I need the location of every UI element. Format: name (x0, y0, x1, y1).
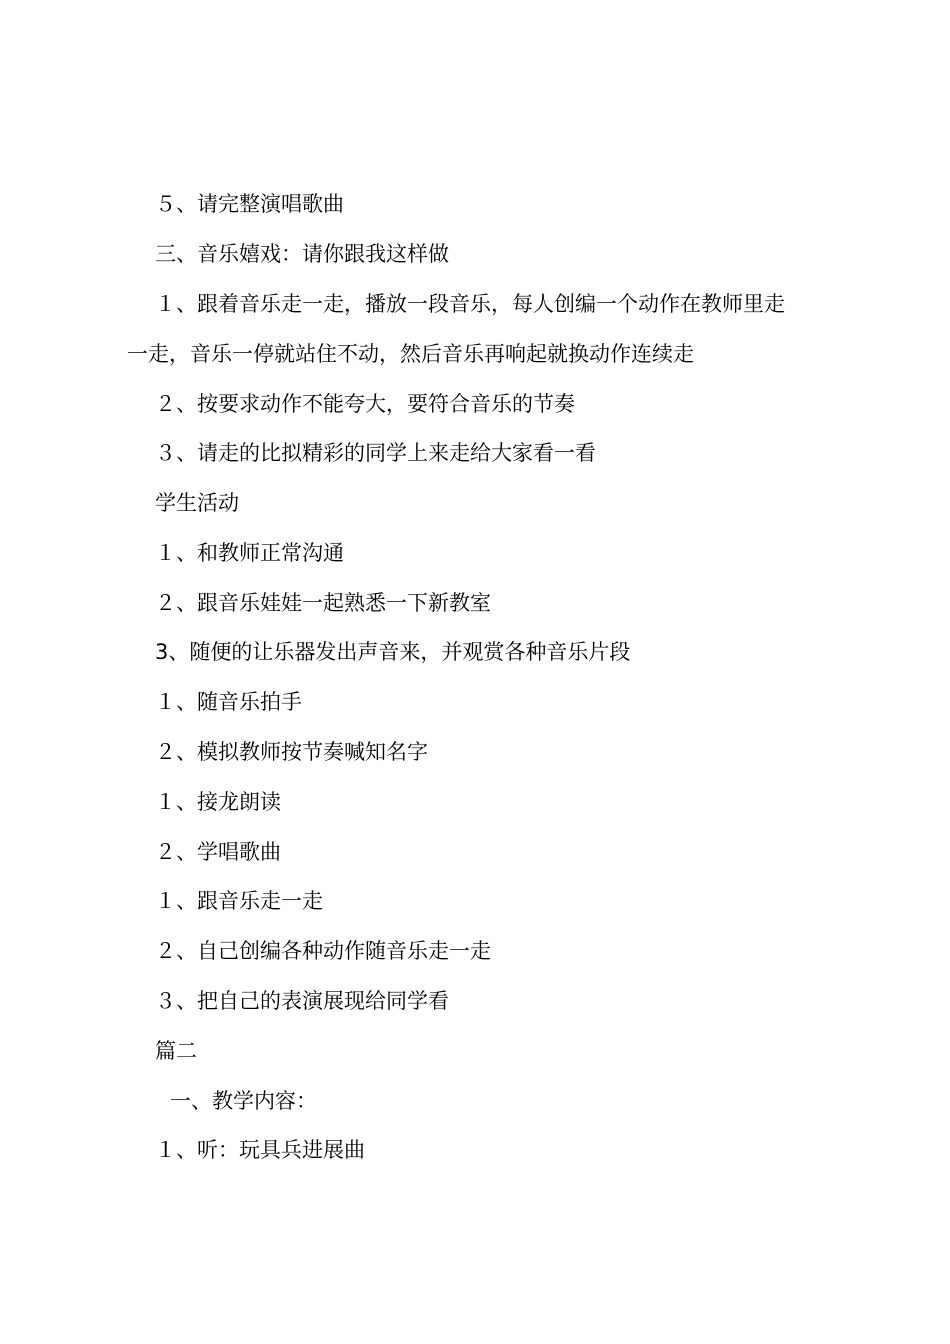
text-line: ２、学唱歌曲 (155, 840, 281, 864)
text-line: １、跟音乐走一走 (155, 889, 323, 913)
text-line: ３、请走的比拟精彩的同学上来走给大家看一看 (155, 441, 596, 465)
text-line: １、听：玩具兵进展曲 (155, 1138, 365, 1162)
text-line: ２、按要求动作不能夸大，要符合音乐的节奏 (155, 392, 575, 416)
section-heading: 三、音乐嬉戏：请你跟我这样做 (155, 242, 449, 266)
text-line: ５、请完整演唱歌曲 (155, 192, 344, 216)
text-line: ２、模拟教师按节奏喊知名字 (155, 740, 428, 764)
text-line: １、和教师正常沟通 (155, 541, 344, 565)
section-heading: 篇二 (155, 1039, 197, 1063)
section-heading: 学生活动 (155, 491, 239, 515)
text-line: １、接龙朗读 (155, 790, 281, 814)
text-line-continuation: 一走，音乐一停就站住不动，然后音乐再响起就换动作连续走 (127, 342, 694, 366)
text-line: １、随音乐拍手 (155, 690, 302, 714)
text-line: 3、随便的让乐器发出声音来，并观赏各种音乐片段 (155, 640, 631, 664)
text-line: １、跟着音乐走一走，播放一段音乐，每人创编一个动作在教师里走 (155, 292, 785, 316)
section-heading: 一、教学内容： (170, 1089, 317, 1113)
text-line: ３、把自己的表演展现给同学看 (155, 989, 449, 1013)
text-line: ２、跟音乐娃娃一起熟悉一下新教室 (155, 591, 491, 615)
text-line: ２、自己创编各种动作随音乐走一走 (155, 939, 491, 963)
